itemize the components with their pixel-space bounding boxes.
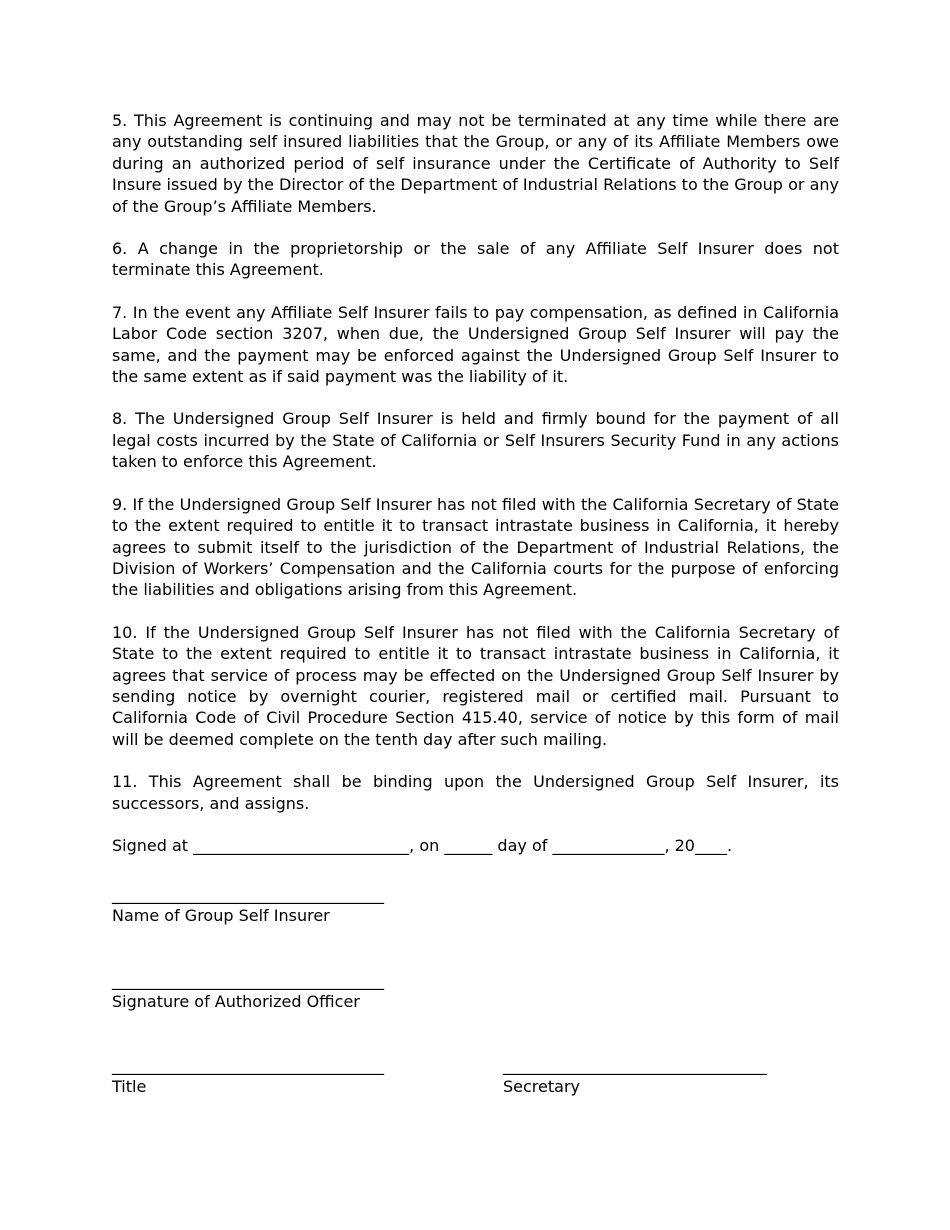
officer-signature-block [112,970,384,1013]
signed-at-line: Signed at ___________________________, on ______ day of ______________, 20____. [112,835,733,855]
title-label: Title [112,1077,147,1097]
group-name-blank-line[interactable]: __________________________________ [112,885,384,904]
secretary-blank-line[interactable]: _________________________________ [503,1056,767,1075]
paragraph-7: 7. In the event any Affiliate Self Insurer fails to pay compensation, as defined in California Labor Code section 3207, when due, the Undersigned Group Self Insurer will pay the same, and the payment may be enforced against the Undersigned Group Self Insurer to the same extent as if said payment was the liability of it. [112,302,839,387]
paragraph-5: 5. This Agreement is continuing and may not be terminated at any time while there are any outstanding self insured liabilities that the Group, or any of its Affiliate Members owe during an authorized period of self insurance under the Certificate of Authority to Self Insure issued by the Director of the Department of Industrial Relations to the Group or any of the Group’s Affiliate Members. [112,111,839,216]
paragraph-6: 6. A change in the proprietorship or the sale of any Affiliate Self Insurer does not terminate this Agreement. [112,239,839,280]
agreement-body [112,110,839,856]
paragraph-9: 9. If the Undersigned Group Self Insurer has not filed with the California Secretary of State to the extent required to entitle it to transact intrastate business in California, it hereby agrees to submit itself to the jurisdiction of the Department of Industrial Relations, the Division of Workers’ Compensation and the California courts for the purpose of enforcing the liabilities and obligations arising from this Agreement. [112,494,839,600]
paragraph-8: 8. The Undersigned Group Self Insurer is held and firmly bound for the payment of all legal costs incurred by the State of California or Self Insurers Security Fund in any actions taken to enforce this Agreement. [112,409,839,472]
paragraph-10: 10. If the Undersigned Group Self Insurer has not filed with the California Secretary of State to the extent required to entitle it to transact intrastate business in California, it agrees that service of process may be effected on the Undersigned Group Self Insurer by sending notice by overnight courier, registered mail or certified mail. Pursuant to California Code of Civil Procedure Section 415.40, service of notice by this form of mail will be deemed complete on the tenth day after such mailing. [112,622,839,749]
title-signature-block [112,1055,384,1098]
secretary-signature-block [503,1055,767,1098]
paragraph-11: 11. This Agreement shall be binding upon the Undersigned Group Self Insurer, its successors, and assigns. [112,772,839,813]
officer-signature-blank-line[interactable]: __________________________________ [112,971,384,990]
officer-signature-label: Signature of Authorized Officer [112,992,360,1012]
secretary-label: Secretary [503,1077,580,1097]
group-name-label: Name of Group Self Insurer [112,906,330,926]
group-name-signature-block [112,884,384,927]
title-blank-line[interactable]: __________________________________ [112,1056,384,1075]
